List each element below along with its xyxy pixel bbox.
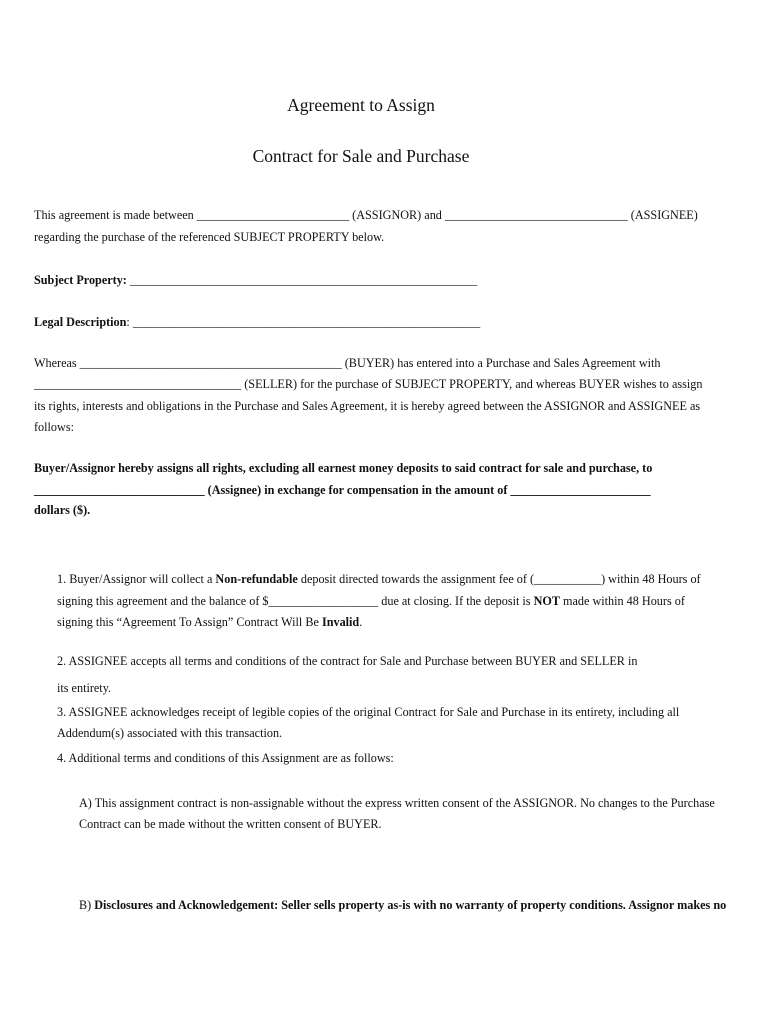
subject-property-label: Subject Property: <box>34 273 127 287</box>
item-1-line-2-c: made within 48 Hours of <box>560 594 685 608</box>
whereas-line-2: __________________________________ (SELLER) for the purchase of SUBJECT PROPERTY, and whereas BUYER wishes to assign <box>34 377 703 391</box>
item-1-line-2 <box>57 594 685 608</box>
item-1-line-3-c: . <box>359 615 363 629</box>
item-1-line-1 <box>57 572 701 586</box>
document-title: Agreement to Assign <box>287 95 435 115</box>
intro-line-2: regarding the purchase of the referenced SUBJECT PROPERTY below. <box>34 230 385 244</box>
item-a-line-1: A) This assignment contract is non-assignable without the express written consent of the ASSIGNOR. No changes to the Purchase <box>79 796 715 810</box>
assignment-line-3: dollars ($). <box>34 503 91 517</box>
assignment-line-2: ____________________________ (Assignee) in exchange for compensation in the amount of _______________________ <box>34 483 651 497</box>
item-1-invalid: Invalid <box>321 615 360 629</box>
item-a-line-2: Contract can be made without the written consent of BUYER. <box>79 817 382 831</box>
item-1-text-c: deposit directed towards the assignment fee of (___________) within 48 Hours of <box>297 572 701 586</box>
document-subtitle: Contract for Sale and Purchase <box>252 146 470 166</box>
item-4-line-1: 4. Additional terms and conditions of this Assignment are as follows: <box>57 751 394 765</box>
assignment-line-1: Buyer/Assignor hereby assigns all rights, excluding all earnest money deposits to said contract for sale and purchase, to <box>34 461 653 475</box>
whereas-line-4: follows: <box>34 420 74 434</box>
item-1-line-3-a: signing this “Agreement To Assign” Contract Will Be <box>57 615 322 629</box>
item-2-line-2: its entirety. <box>57 681 112 695</box>
whereas-line-1: Whereas ___________________________________________ (BUYER) has entered into a Purchase and Sales Agreement with <box>34 356 661 370</box>
item-b-text: Disclosures and Acknowledgement: Seller sells property as-is with no warranty of property conditions. Assignor makes no <box>94 898 727 912</box>
item-2-line-1: 2. ASSIGNEE accepts all terms and conditions of the contract for Sale and Purchase between BUYER and SELLER in <box>57 654 638 668</box>
item-1-non-refundable: Non-refundable <box>215 572 298 586</box>
subject-property-line <box>34 273 477 287</box>
legal-description-blank: : _________________________________________________________ <box>126 315 481 329</box>
item-1-line-2-a: signing this agreement and the balance of $__________________ due at closing. If the deposit is <box>57 594 534 608</box>
item-1-line-3 <box>57 615 362 629</box>
item-b-line-1 <box>79 898 726 912</box>
legal-description-line <box>34 315 480 329</box>
item-b-prefix: B) <box>79 898 95 912</box>
whereas-line-3: its rights, interests and obligations in the Purchase and Sales Agreement, it is hereby agreed between the ASSIGNOR and ASSIGNEE as <box>34 399 701 413</box>
legal-description-label: Legal Description <box>34 315 127 329</box>
item-1-text-a: 1. Buyer/Assignor will collect a <box>57 572 216 586</box>
item-1-not: NOT <box>533 594 560 608</box>
item-3-line-1: 3. ASSIGNEE acknowledges receipt of legible copies of the original Contract for Sale and Purchase in its entirety, including all <box>57 705 680 719</box>
subject-property-blank: _________________________________________________________ <box>126 273 478 287</box>
item-3-line-2: Addendum(s) associated with this transaction. <box>57 726 283 740</box>
intro-line-1: This agreement is made between _________________________ (ASSIGNOR) and ______________________________ (ASSIGNEE) <box>34 208 698 222</box>
